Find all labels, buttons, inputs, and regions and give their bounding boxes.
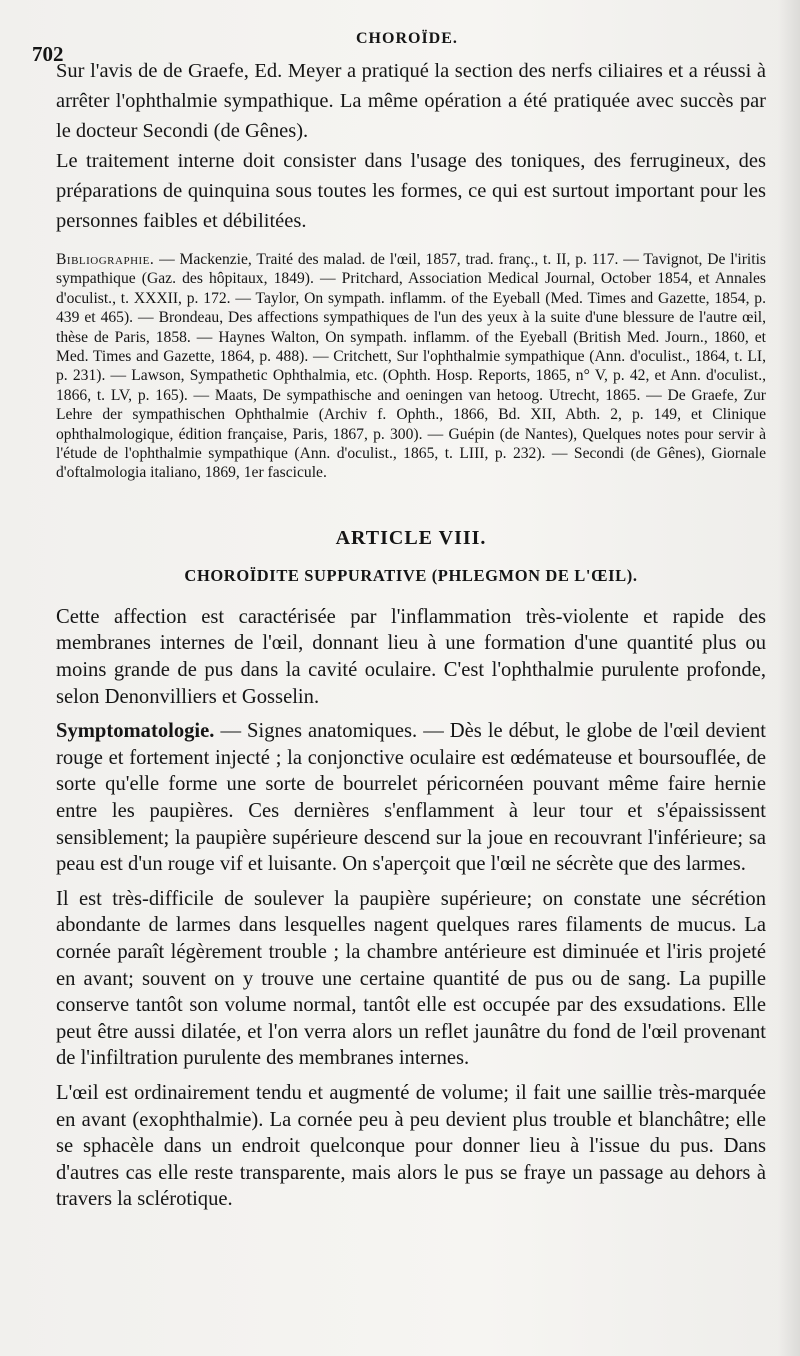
paragraph-oeil-tendu: L'œil est ordinairement tendu et augmenté de volume; il fait une saillie très-marquée en avant (exophthalmie). La cornée peu à peu devient plus trouble et blanchâtre; elle se sphacèle dans un endroit quelconque pour donner lieu à l'issue du pus. Dans d'autres cas elle reste transparente, mais alors le pus se fraye un passage au dehors à travers la sclérotique. [56,1081,766,1211]
paragraph-intro: Cette affection est caractérisée par l'inflammation très-violente et rapide des membranes internes de l'œil, donnant lieu à une formation d'une quantité plus ou moins grande de pus dans la cavité oculaire. C'est l'ophthalmie purulente profonde, selon Denonvilliers et Gosselin. [56,605,766,708]
article-heading: ARTICLE VIII. [335,526,487,549]
symptom-label: Symptomatologie. [56,720,215,743]
page-number: 702 [32,42,64,66]
paragraph-paupiere: Il est très-difficile de soulever la paupière supérieure; on constate une sécrétion abondante de larmes dans lesquelles nagent quelques rares filaments de mucus. La cornée paraît légèrement trouble ; la chambre antérieure est diminuée et l'iris projeté en avant; souvent on y trouve une certaine quantité de pus ou de sang. La pupille conserve tantôt son volume normal, tantôt elle est occupée par des exsudations. Elle peut être aussi dilatée, et l'on verra alors un reflet jaunâtre du fond de l'œil provenant de l'infiltration purulente des membranes internes. [56,887,766,1070]
section-heading: CHOROÏDITE SUPPURATIVE (PHLEGMON DE L'ŒIL). [184,565,638,585]
running-head [32,26,766,66]
paragraph-symptomatologie [56,718,766,878]
paragraph-traitement: Le traitement interne doit consister dans l'usage des toniques, des ferrugineux, des préparations de quinquina sous toutes les formes, ce qui est surtout important pour les personnes faibles et débilitées. [56,150,766,232]
continued-text [56,56,766,236]
paragraph-graefe: Sur l'avis de de Graefe, Ed. Meyer a pratiqué la section des nerfs ciliaires et a réussi à arrêter l'ophthalmie sympathique. La même opération a été pratiquée avec succès par le docteur Secondi (de Gênes). [56,60,766,142]
bibliography [56,250,766,483]
bibliography-label: Bibliographie. [56,251,155,268]
article-body [56,604,766,1213]
running-title: CHOROÏDE. [356,30,458,47]
symptom-sublabel: — Signes anatomiques. — [214,720,450,743]
page-edge-shadow [778,0,800,1356]
symptom-text: Dès le début, le globe de l'œil devient rouge et fortement injecté ; la conjonctive oculaire est œdémateuse et boursouflée, de sorte qu'elle forme une sorte de bourrelet péricornéen pouvant même faire hernie entre les paupières. Ces dernières s'enflamment à leur tour et s'épaississent sensiblement; la paupière supérieure descend sur la joue en recouvrant l'inférieure; sa peau est d'un rouge vif et luisante. On s'aperçoit que l'œil ne sécrète que des larmes. [56,720,766,876]
bibliography-text: — Mackenzie, Traité des malad. de l'œil, 1857, trad. franç., t. II, p. 117. — Tavignot, De l'iritis sympathique (Gaz. des hôpitaux, 1849). — Pritchard, Association Medical Journal, October 1854, et Annales d'oculist., t. XXXII, p. 172. — Taylor, On sympath. inflamm. of the Eyeball (Med. Times and Gazette, 1854, p. 439 et 465). — Brondeau, Des affections sympathiques de l'un des yeux à la suite d'une blessure de l'autre œil, thèse de Paris, 1858. — Haynes Walton, On sympath. inflamm. of the Eyeball (British Med. Journ., 1860, et Med. Times and Gazette, 1864, p. 488). — Critchett, Sur l'ophthalmie sympathique (Ann. d'oculist., 1864, t. LI, p. 231). — Lawson, Sympathetic Ophthalmia, etc. (Ophth. Hosp. Reports, 1865, n° V, p. 42, et Ann. d'oculist., 1866, t. LV, p. 165). — Maats, De sympathische and oeningen van hetoog. Utrecht, 1865. — De Graefe, Zur Lehre der sympathischen Ophthalmie (Archiv f. Ophth., 1866, Bd. XII, Abth. 2, p. 149, et Clinique ophthalmologique, édition française, Paris, 1867, p. 300). — Guépin (de Nantes), Quelques notes pour servir à l'étude de l'ophthalmie sympathique (Ann. d'oculist., 1865, t. LIII, p. 232). — Secondi (de Gênes), Giornale d'oftalmologia italiano, 1869, 1er fascicule. [56,251,766,482]
